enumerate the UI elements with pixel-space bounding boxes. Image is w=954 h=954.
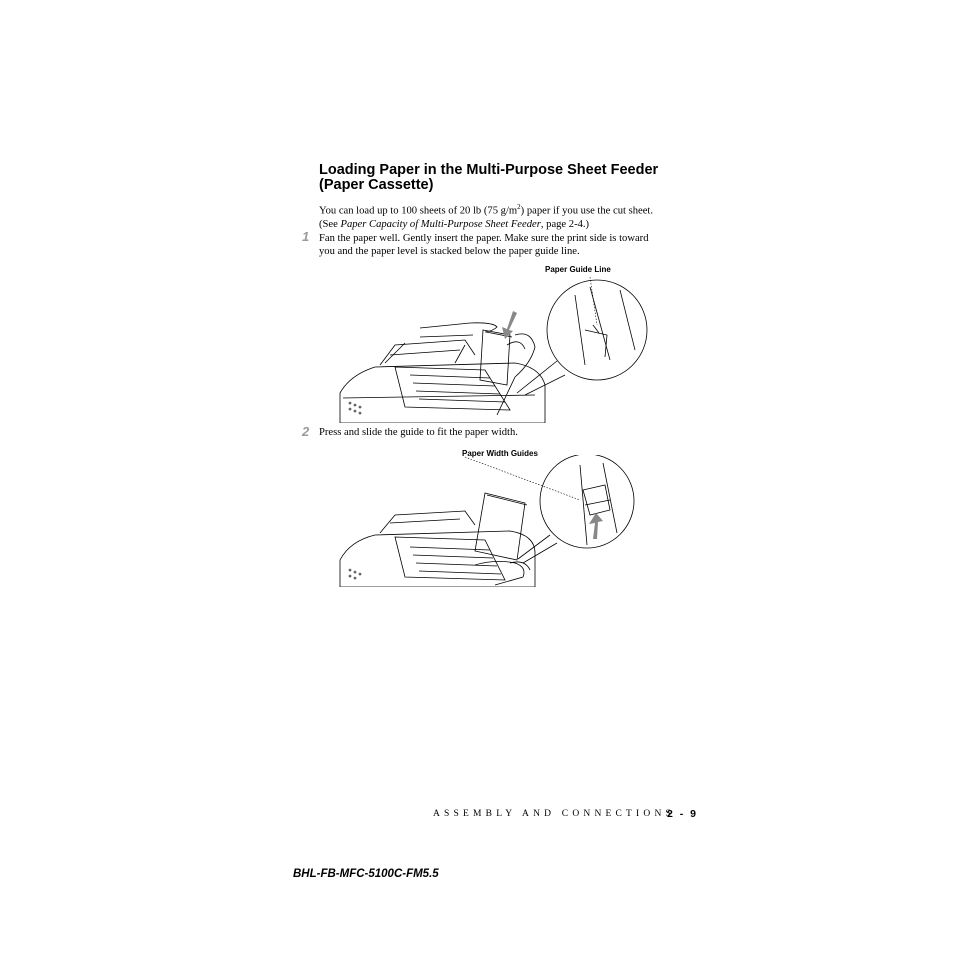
intro-superscript: 2 — [517, 203, 521, 211]
illustration-loading-paper — [335, 275, 655, 423]
paper-width-guides-callout: Paper Width Guides — [462, 449, 538, 458]
section-title-line2: (Paper Cassette) — [319, 177, 434, 193]
step-2-line1: Press and slide the guide to fit the paper width. — [319, 427, 518, 438]
intro-ref-prefix: (See — [319, 218, 341, 230]
section-title-line1: Loading Paper in the Multi-Purpose Sheet Feeder — [319, 162, 659, 178]
step-2-number: 2 — [302, 424, 310, 439]
illustration-paper-width-guides — [335, 455, 645, 587]
paper-guide-line-callout: Paper Guide Line — [545, 265, 611, 274]
footer-section-label: ASSEMBLY AND CONNECTIONS — [433, 809, 676, 819]
intro-paragraph — [319, 201, 699, 231]
intro-ref-suffix: , page 2-4.) — [540, 218, 590, 230]
intro-text-part2: ) paper if you use the cut sheet. — [520, 205, 654, 217]
step-1-line2: you and the paper level is stacked below the paper guide line. — [319, 246, 580, 257]
page-number: 2 - 9 — [667, 808, 699, 820]
document-id: BHL-FB-MFC-5100C-FM5.5 — [293, 868, 439, 880]
intro-text-part1: You can load up to 100 sheets of 20 lb (75 g/m — [319, 205, 518, 217]
step-2-text — [319, 426, 699, 439]
step-1-number: 1 — [302, 229, 310, 244]
intro-cross-reference[interactable]: Paper Capacity of Multi-Purpose Sheet Feeder — [340, 218, 541, 230]
step-1-line1: Fan the paper well. Gently insert the paper. Make sure the print side is toward — [319, 233, 649, 244]
step-1-text — [319, 232, 699, 258]
section-heading — [319, 163, 699, 193]
